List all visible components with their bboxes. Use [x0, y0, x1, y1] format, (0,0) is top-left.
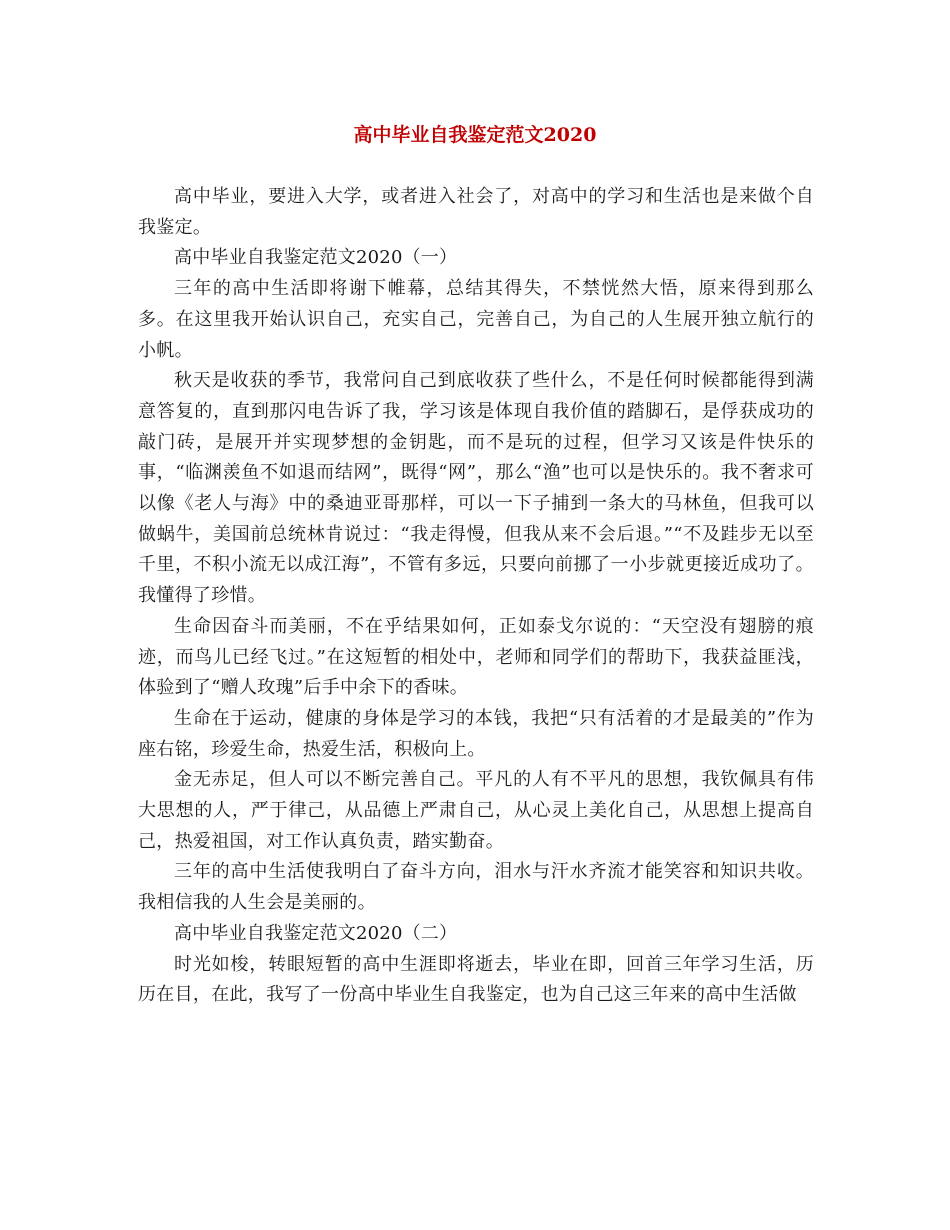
- paragraph: 三年的高中生活即将谢下帷幕，总结其得失，不禁恍然大悟，原来得到那么多。在这里我开始认识自己，充实自己，完善自己，为自己的人生展开独立航行的小帆。: [138, 278, 814, 361]
- paragraph: 金无赤足，但人可以不断完善自己。平凡的人有不平凡的思想，我钦佩具有伟大思想的人，严于律己，从品德上严肃自己，从心灵上美化自己，从思想上提高自己，热爱祖国，对工作认真负责，踏实勤奋。: [138, 769, 814, 852]
- paragraph: 三年的高中生活使我明白了奋斗方向，泪水与汗水齐流才能笑容和知识共收。我相信我的人生会是美丽的。: [138, 861, 814, 914]
- paragraph: 时光如梭，转眼短暂的高中生涯即将逝去，毕业在即，回首三年学习生活，历历在目，在此，我写了一份高中毕业生自我鉴定，也为自己这三年来的高中生活做: [138, 953, 814, 1006]
- document-title: 高中毕业自我鉴定范文2020: [353, 124, 597, 146]
- document-body: [138, 182, 814, 1011]
- paragraph: 秋天是收获的季节，我常问自己到底收获了些什么，不是任何时候都能得到满意答复的，直到那闪电告诉了我，学习该是体现自我价值的踏脚石，是俘获成功的敲门砖，是展开并实现梦想的金钥匙，而不是玩的过程，但学习又该是件快乐的事，“临渊羡鱼不如退而结网”，既得“网”，那么“渔”也可以是快乐的。我不奢求可以像《老人与海》中的桑迪亚哥那样，可以一下子捕到一条大的马林鱼，但我可以做蜗牛，美国前总统林肯说过：“我走得慢，但我从来不会后退。”“不及跬步无以至千里，不积小流无以成江海”，不管有多远，只要向前挪了一小步就更接近成功了。我懂得了珍惜。: [138, 370, 814, 607]
- paragraph: 高中毕业，要进入大学，或者进入社会了，对高中的学习和生活也是来做个自我鉴定。: [138, 186, 814, 238]
- paragraph: 生命因奋斗而美丽，不在乎结果如何，正如泰戈尔说的：“天空没有翅膀的痕迹，而鸟儿已经飞过。”在这短暂的相处中，老师和同学们的帮助下，我获益匪浅，体验到了“赠人玫瑰”后手中余下的香味。: [138, 615, 814, 699]
- section-heading-1: 高中毕业自我鉴定范文2020（一）: [174, 247, 458, 269]
- section-heading-2: 高中毕业自我鉴定范文2020（二）: [174, 922, 458, 944]
- paragraph: 生命在于运动，健康的身体是学习的本钱，我把“只有活着的才是最美的”作为座右铭，珍爱生命，热爱生活，积极向上。: [138, 707, 814, 760]
